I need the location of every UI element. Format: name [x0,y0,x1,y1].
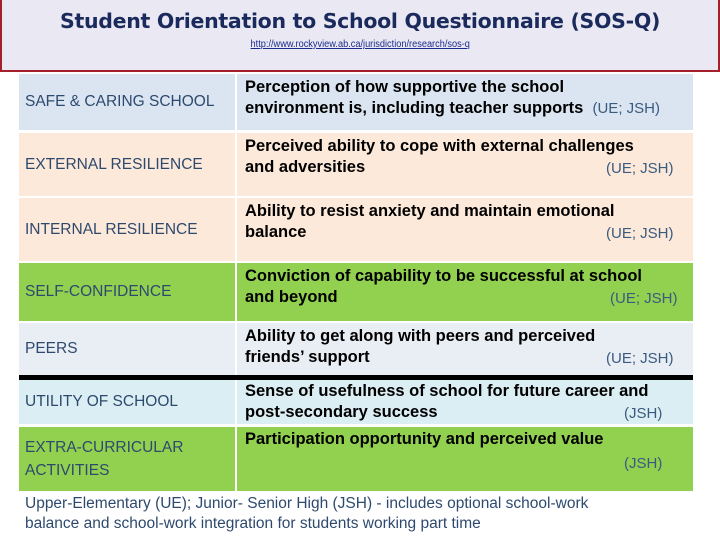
scale-label-text: EXTERNAL RESILIENCE [25,155,203,173]
grade-tag: (UE; JSH) [606,160,674,177]
scale-label-text: SAFE & CARING SCHOOL [25,93,215,110]
table-row-self-confidence [19,263,693,321]
footnote-line: Upper-Elementary (UE); Junior- Senior High (JSH) - includes optional school-work [25,495,589,512]
description-line: friends’ support [245,348,370,366]
table-row-peers [19,323,693,380]
description-line: Participation opportunity and perceived value [245,430,604,448]
description-line: Perceived ability to cope with external challenges [245,137,634,155]
scale-label [19,263,237,321]
description-text: environment is, including teacher supports [245,99,584,117]
scale-label [19,198,237,261]
description-line: Conviction of capability to be successful at school [245,267,642,285]
grade-tag: (UE; JSH) [610,290,678,307]
header [0,0,720,72]
description-line [245,98,685,119]
scale-description [237,427,693,491]
scale-description [237,198,693,261]
description-line: balance [245,223,307,241]
description-line: Ability to resist anxiety and maintain emotional [245,202,615,220]
table-row-extra-curricular [19,427,693,491]
description-line: and beyond [245,288,338,306]
scale-label-text: ACTIVITIES [25,462,110,479]
scale-description [237,133,693,196]
grade-tag: (UE; JSH) [592,100,660,117]
scale-label [19,74,237,130]
footnote-line: balance and school-work integration for students working part time [25,515,481,532]
scale-label-text: PEERS [25,340,78,357]
description-line: Ability to get along with peers and perceived [245,327,596,345]
scale-label-text: EXTRA-CURRICULAR [25,439,184,456]
scale-label [19,380,237,424]
description-line: and adversities [245,158,366,176]
description-line: Perception of how supportive the school [245,78,565,96]
scale-description [237,263,693,321]
scale-label-text: SELF-CONFIDENCE [25,283,172,300]
scale-description [237,380,693,424]
source-link[interactable]: http://www.rockyview.ab.ca/jurisdiction/research/sos-q [250,39,470,50]
scale-label [19,133,237,196]
grade-tag: (JSH) [624,405,663,422]
grade-tag: (UE; JSH) [606,225,674,242]
scale-description [237,74,693,130]
scale-label [19,427,237,491]
footnote [25,494,705,534]
grade-tag: (JSH) [624,455,663,472]
table-row-safe-caring-school [19,74,693,130]
scale-label-text: INTERNAL RESILIENCE [25,220,198,238]
description-line: post-secondary success [245,403,438,421]
scale-label-text: UTILITY OF SCHOOL [25,393,179,410]
table-row-external-resilience [19,133,693,196]
table-row-utility-of-school [19,380,693,424]
scale-label [19,323,237,375]
table-row-internal-resilience [19,198,693,261]
scale-description [237,323,693,375]
grade-tag: (UE; JSH) [606,350,674,367]
description-line: Sense of usefulness of school for future career and [245,382,649,400]
page-title: Student Orientation to School Questionnaire (SOS-Q) [59,9,661,33]
